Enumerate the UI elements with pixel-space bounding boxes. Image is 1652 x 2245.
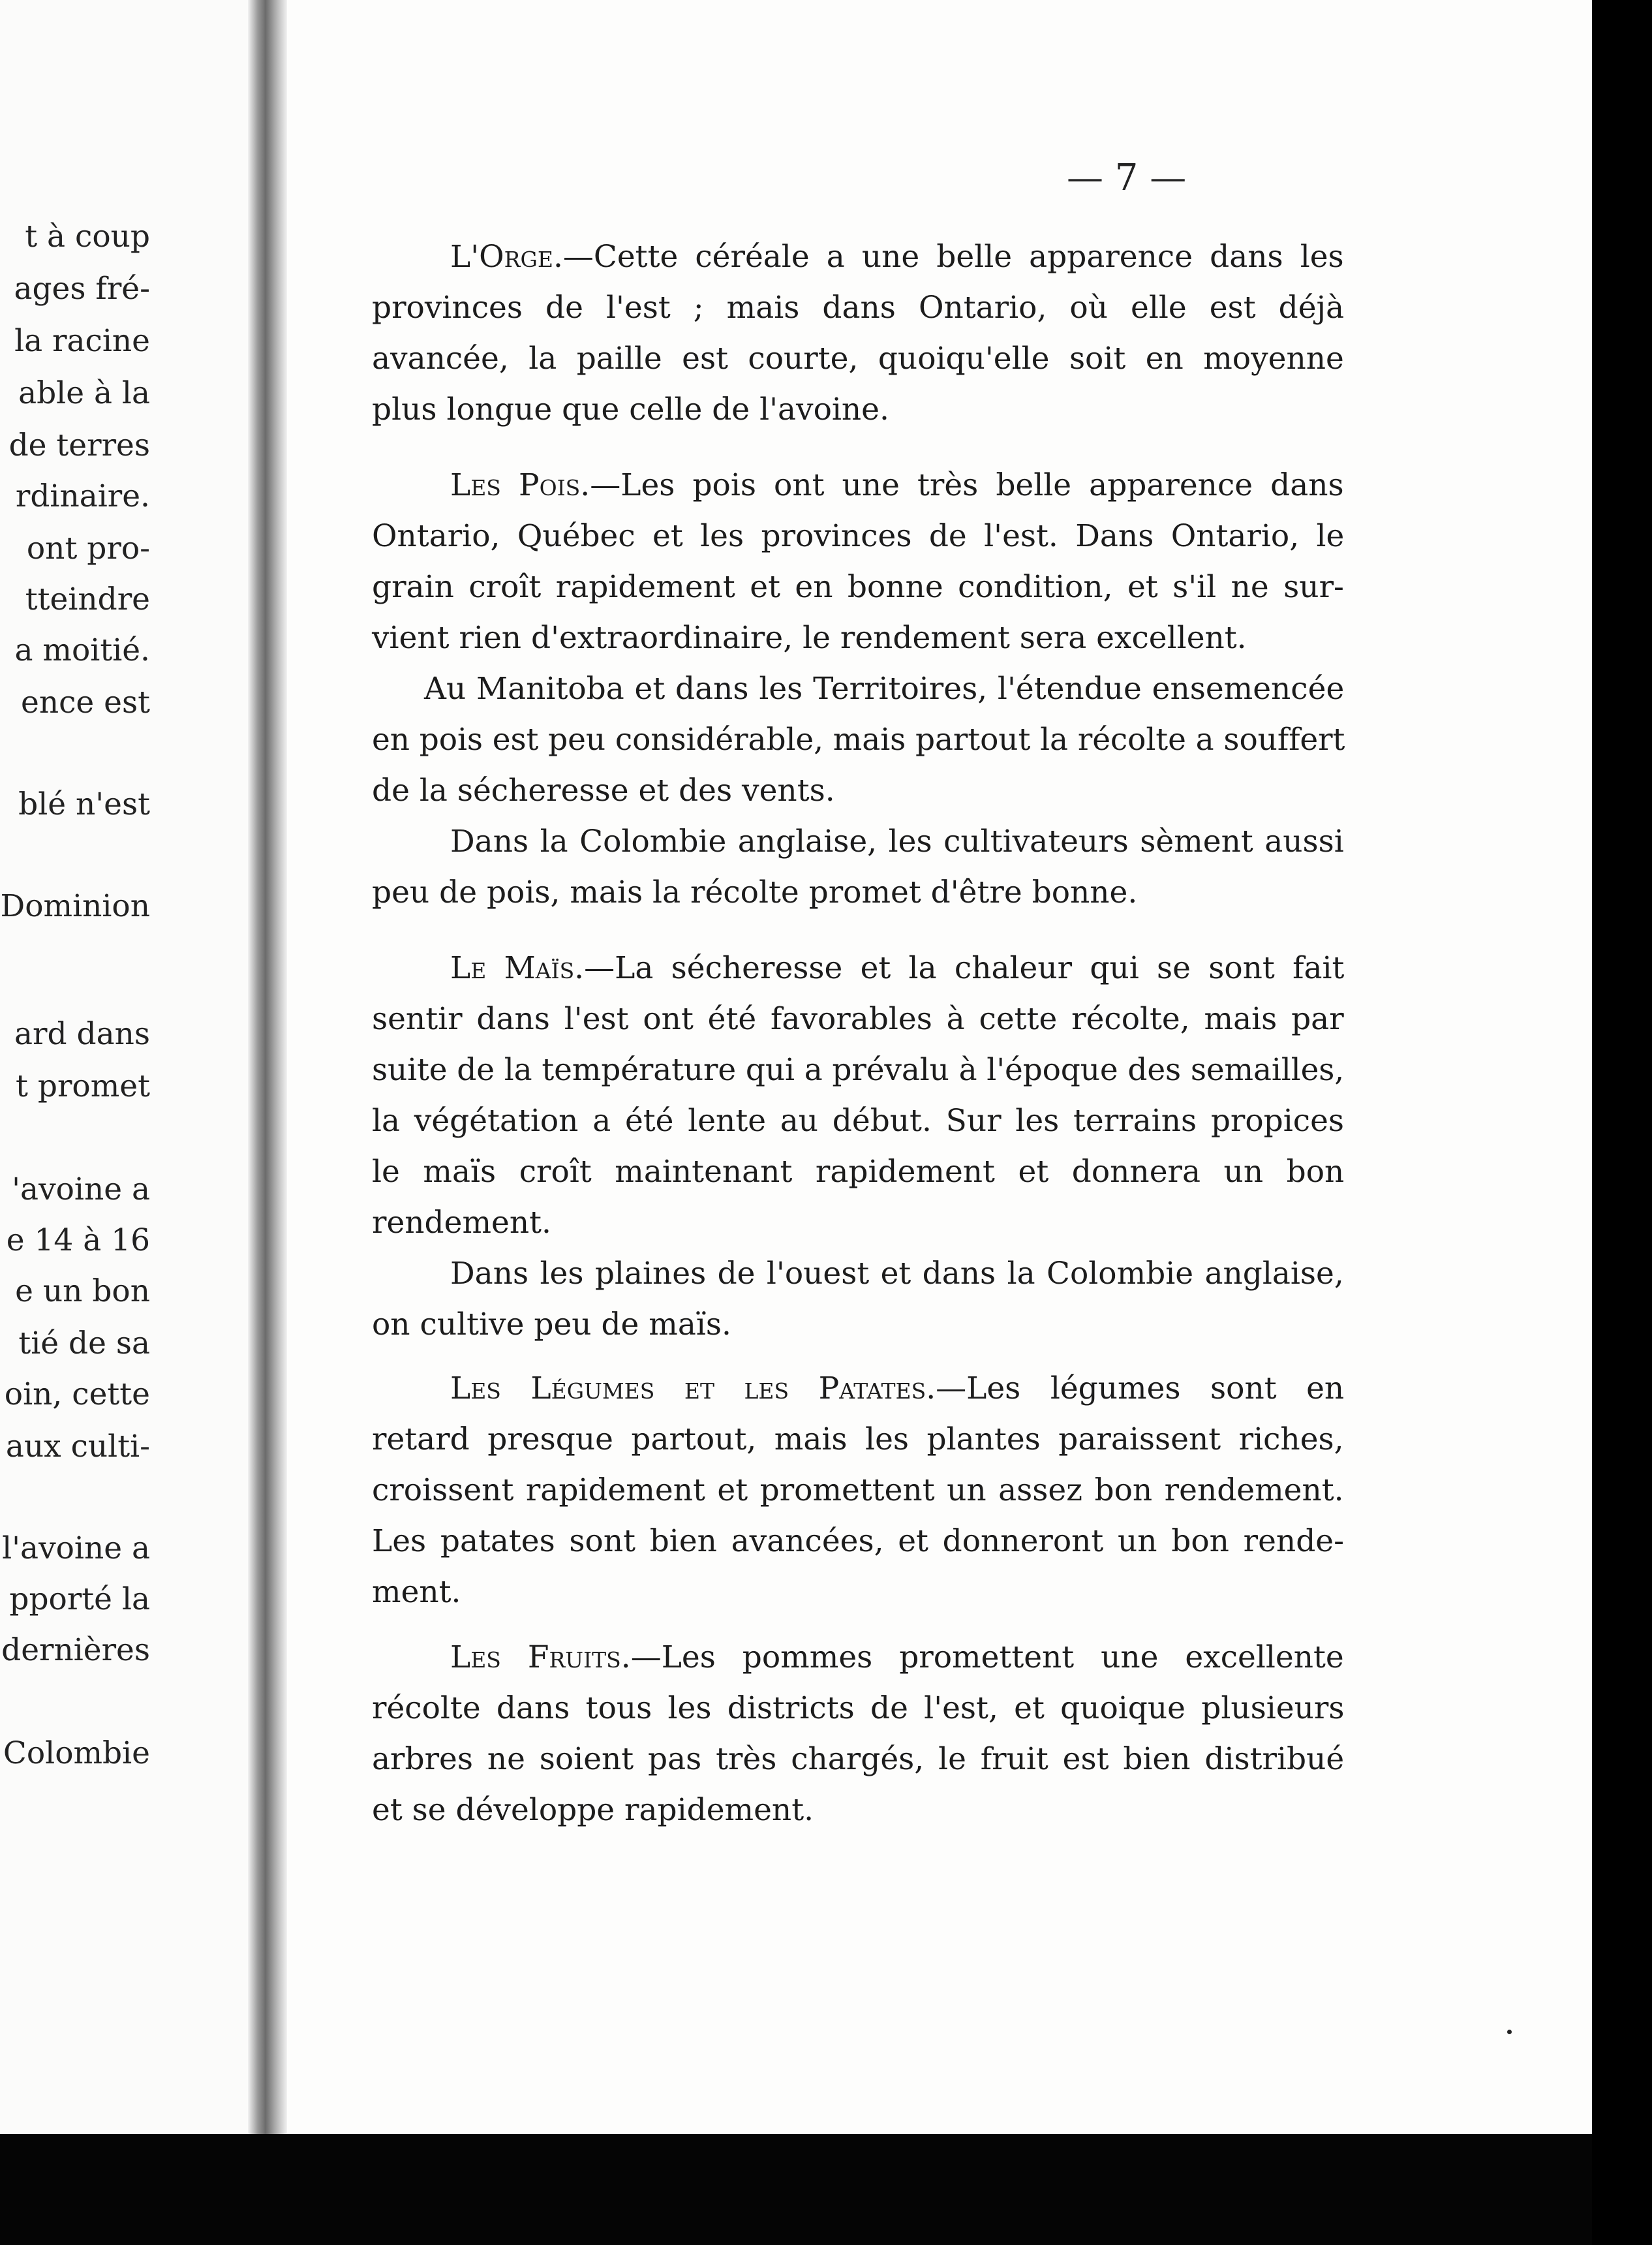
section-heading: Les Légumes et les Patates. <box>450 1370 936 1406</box>
section-heading: Les Fruits. <box>450 1639 631 1675</box>
left-page-line: de terres <box>8 427 150 463</box>
text-line: le maïs croît maintenant rapidement et donnera un bon <box>372 1154 1345 1190</box>
left-page-line: dernières <box>1 1632 150 1668</box>
text-line: peu de pois, mais la récolte promet d'être bonne. <box>372 875 1138 910</box>
text-line: grain croît rapidement et en bonne condition, et s'il ne sur- <box>372 569 1344 605</box>
text-line: Dans les plaines de l'ouest et dans la Colombie anglaise, <box>450 1256 1344 1292</box>
left-page-line: pporté la <box>9 1581 150 1617</box>
text-line: on cultive peu de maïs. <box>372 1307 731 1342</box>
left-page-line: a moitié. <box>14 632 150 668</box>
text-line: sentir dans l'est ont été favorables à cette récolte, mais par <box>372 1001 1344 1037</box>
section-heading: L'Orge. <box>450 239 563 275</box>
text-line: la végétation a été lente au début. Sur les terrains propices <box>372 1103 1345 1139</box>
left-page-line: tié de sa <box>18 1325 150 1361</box>
left-page-line: rdinaire. <box>15 478 150 514</box>
text-line: suite de la température qui a prévalu à l'époque des semailles, <box>372 1052 1345 1088</box>
text-line: et se développe rapidement. <box>372 1792 814 1828</box>
text-line: provinces de l'est ; mais dans Ontario, où elle est déjà <box>372 290 1345 326</box>
text-run: —Les pommes promettent une excellente <box>630 1639 1344 1675</box>
left-page-line: t à coup <box>25 219 150 255</box>
left-page-line: tteindre <box>25 581 150 617</box>
text-line <box>450 239 1344 275</box>
text-line: de la sécheresse et des vents. <box>372 773 835 809</box>
left-page-line: Dominion <box>0 888 150 924</box>
section-heading: Le Maïs. <box>450 950 585 986</box>
left-page-line: 'avoine a <box>12 1171 150 1207</box>
left-page-line: aux culti- <box>5 1429 150 1464</box>
main-page <box>287 0 1592 2134</box>
text-line: Ontario, Québec et les provinces de l'est. Dans Ontario, le <box>372 518 1345 554</box>
left-page-line: ont pro- <box>26 531 150 566</box>
text-line: vient rien d'extraordinaire, le rendement sera excellent. <box>372 620 1247 656</box>
text-line <box>450 950 1345 986</box>
left-page-line: blé n'est <box>18 786 150 822</box>
previous-page-fragment <box>0 0 248 2134</box>
text-run: —Les légumes sont en <box>936 1370 1345 1406</box>
text-line: croissent rapidement et promettent un assez bon rendement. <box>372 1472 1344 1508</box>
text-line: retard presque partout, mais les plantes paraissent riches, <box>372 1421 1344 1457</box>
text-run: —Cette céréale a une belle apparence dans les <box>562 239 1344 275</box>
text-line: Au Manitoba et dans les Territoires, l'étendue ensemencée <box>424 671 1345 707</box>
left-page-line: l'avoine a <box>2 1530 150 1566</box>
text-line: Dans la Colombie anglaise, les cultivateurs sèment aussi <box>450 824 1344 859</box>
text-line <box>450 467 1344 503</box>
page-number: — 7 — <box>1067 157 1187 199</box>
text-run: —La sécheresse et la chaleur qui se sont fait <box>584 950 1345 986</box>
text-line: rendement. <box>372 1205 551 1241</box>
text-line: en pois est peu considérable, mais partout la récolte a souffert <box>372 722 1345 758</box>
text-line: plus longue que celle de l'avoine. <box>372 392 889 427</box>
text-line: avancée, la paille est courte, quoiqu'elle soit en moyenne <box>372 341 1344 377</box>
scan-border-bottom <box>0 2134 1592 2245</box>
left-page-line: able à la <box>18 375 150 411</box>
left-page-line: ard dans <box>14 1016 150 1052</box>
paper-speck <box>1507 2030 1512 2034</box>
left-page-line: ence est <box>21 685 150 720</box>
left-page-line: la racine <box>14 323 150 359</box>
text-line: Les patates sont bien avancées, et donneront un bon rende- <box>372 1523 1344 1559</box>
section-heading: Les Pois. <box>450 467 590 503</box>
text-line: ment. <box>372 1574 461 1610</box>
text-line: arbres ne soient pas très chargés, le fruit est bien distribué <box>372 1741 1345 1777</box>
binding-gutter <box>248 0 287 2134</box>
left-page-line: oin, cette <box>4 1376 150 1412</box>
left-page-line: t promet <box>16 1068 150 1104</box>
text-line <box>450 1370 1345 1406</box>
text-run: —Les pois ont une très belle apparence dans <box>590 467 1344 503</box>
text-line <box>450 1639 1344 1675</box>
left-page-line: ages fré- <box>14 271 150 307</box>
left-page-line: e un bon <box>15 1273 150 1309</box>
left-page-line: Colombie <box>3 1735 150 1771</box>
left-page-line: e 14 à 16 <box>6 1222 150 1258</box>
text-line: récolte dans tous les districts de l'est, et quoique plusieurs <box>372 1690 1345 1726</box>
